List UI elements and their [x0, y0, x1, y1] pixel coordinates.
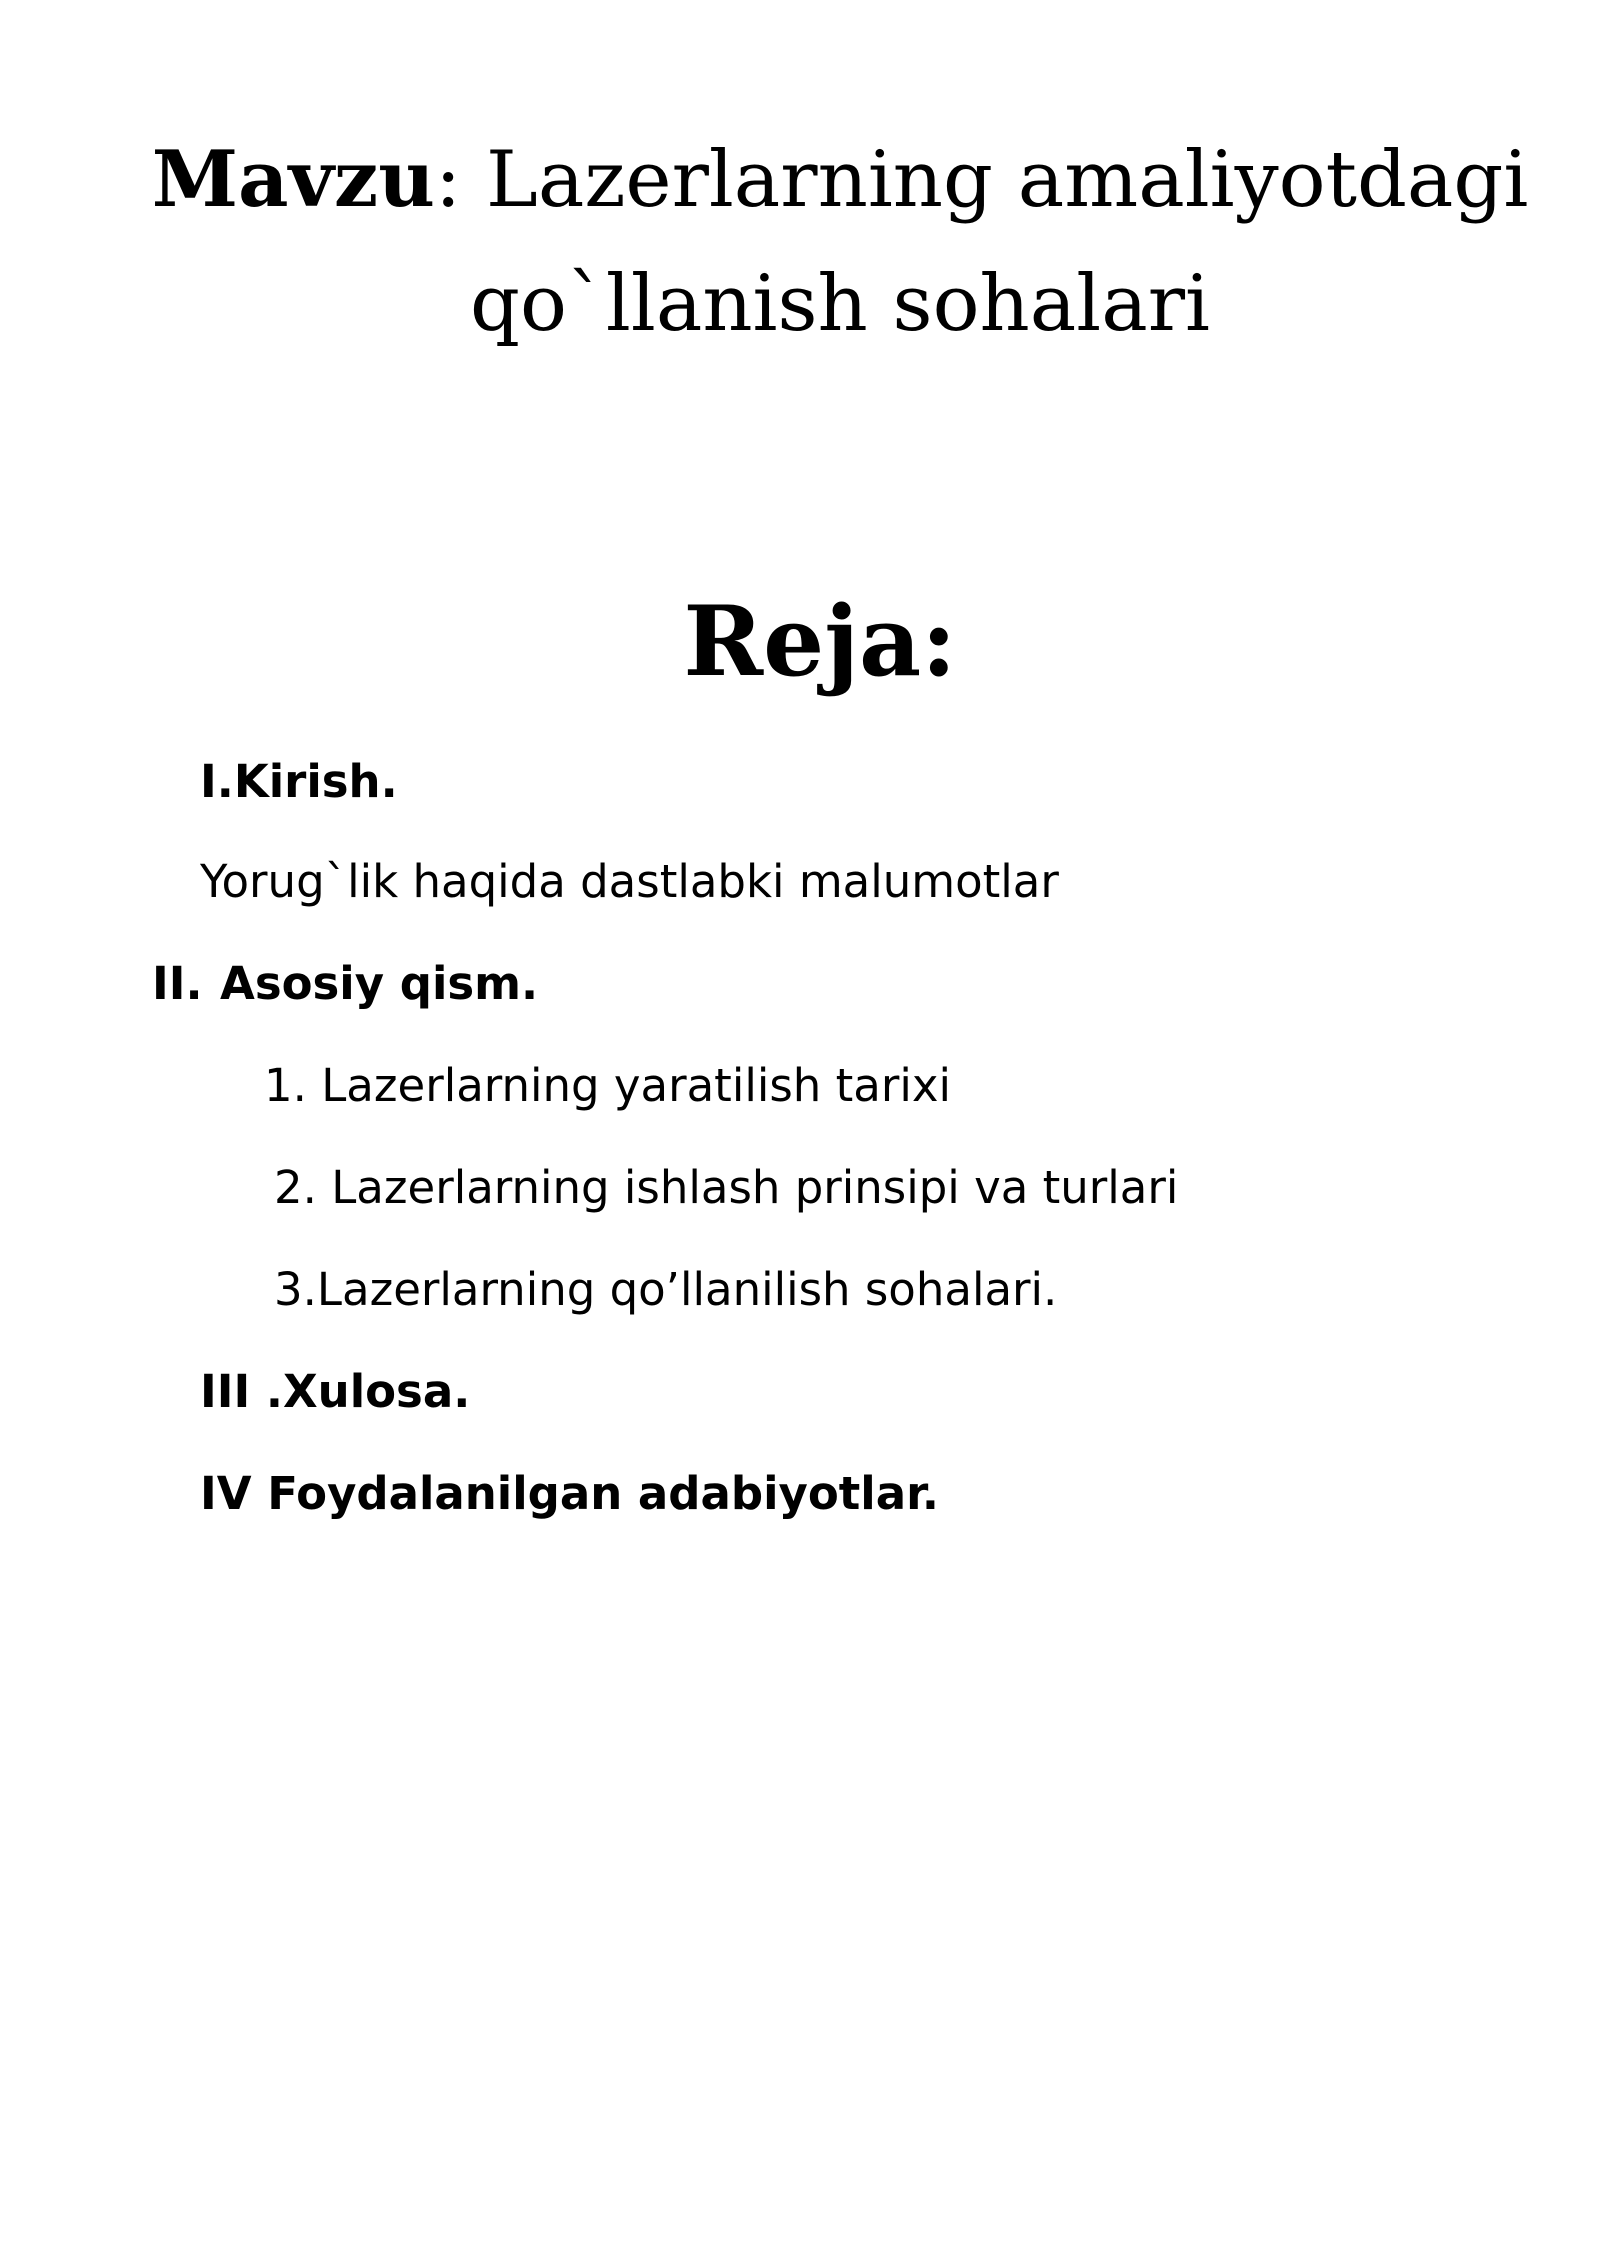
- outline-main-item: 3.Lazerlarning qo’llanilish sohalari.: [274, 1263, 1058, 1316]
- title-text-line1: Lazerlarning amaliyotdagi: [486, 135, 1529, 225]
- outline-main-item: 1. Lazerlarning yaratilish tarixi: [264, 1059, 951, 1112]
- outline-main-numeral: II.: [152, 957, 203, 1010]
- outline-references-heading: IV Foydalanilgan adabiyotlar.: [200, 1467, 939, 1520]
- title-colon: :: [434, 135, 462, 225]
- outline-intro-item: Yorug`lik haqida dastlabki malumotlar: [200, 855, 1059, 908]
- outline-main-heading-row: [152, 954, 538, 1014]
- outline-main-item: 2. Lazerlarning ishlash prinsipi va turlari: [274, 1161, 1179, 1214]
- document-title: [150, 118, 1530, 366]
- outline-intro-heading: I.Kirish.: [200, 755, 398, 808]
- title-text-line2: qo`llanish sohalari: [470, 259, 1210, 349]
- title-label: Mavzu: [151, 134, 435, 225]
- outline-main-heading: Asosiy qism.: [220, 957, 539, 1010]
- plan-heading: Reja:: [683, 585, 957, 698]
- outline-conclusion-heading: III .Xulosa.: [200, 1365, 471, 1418]
